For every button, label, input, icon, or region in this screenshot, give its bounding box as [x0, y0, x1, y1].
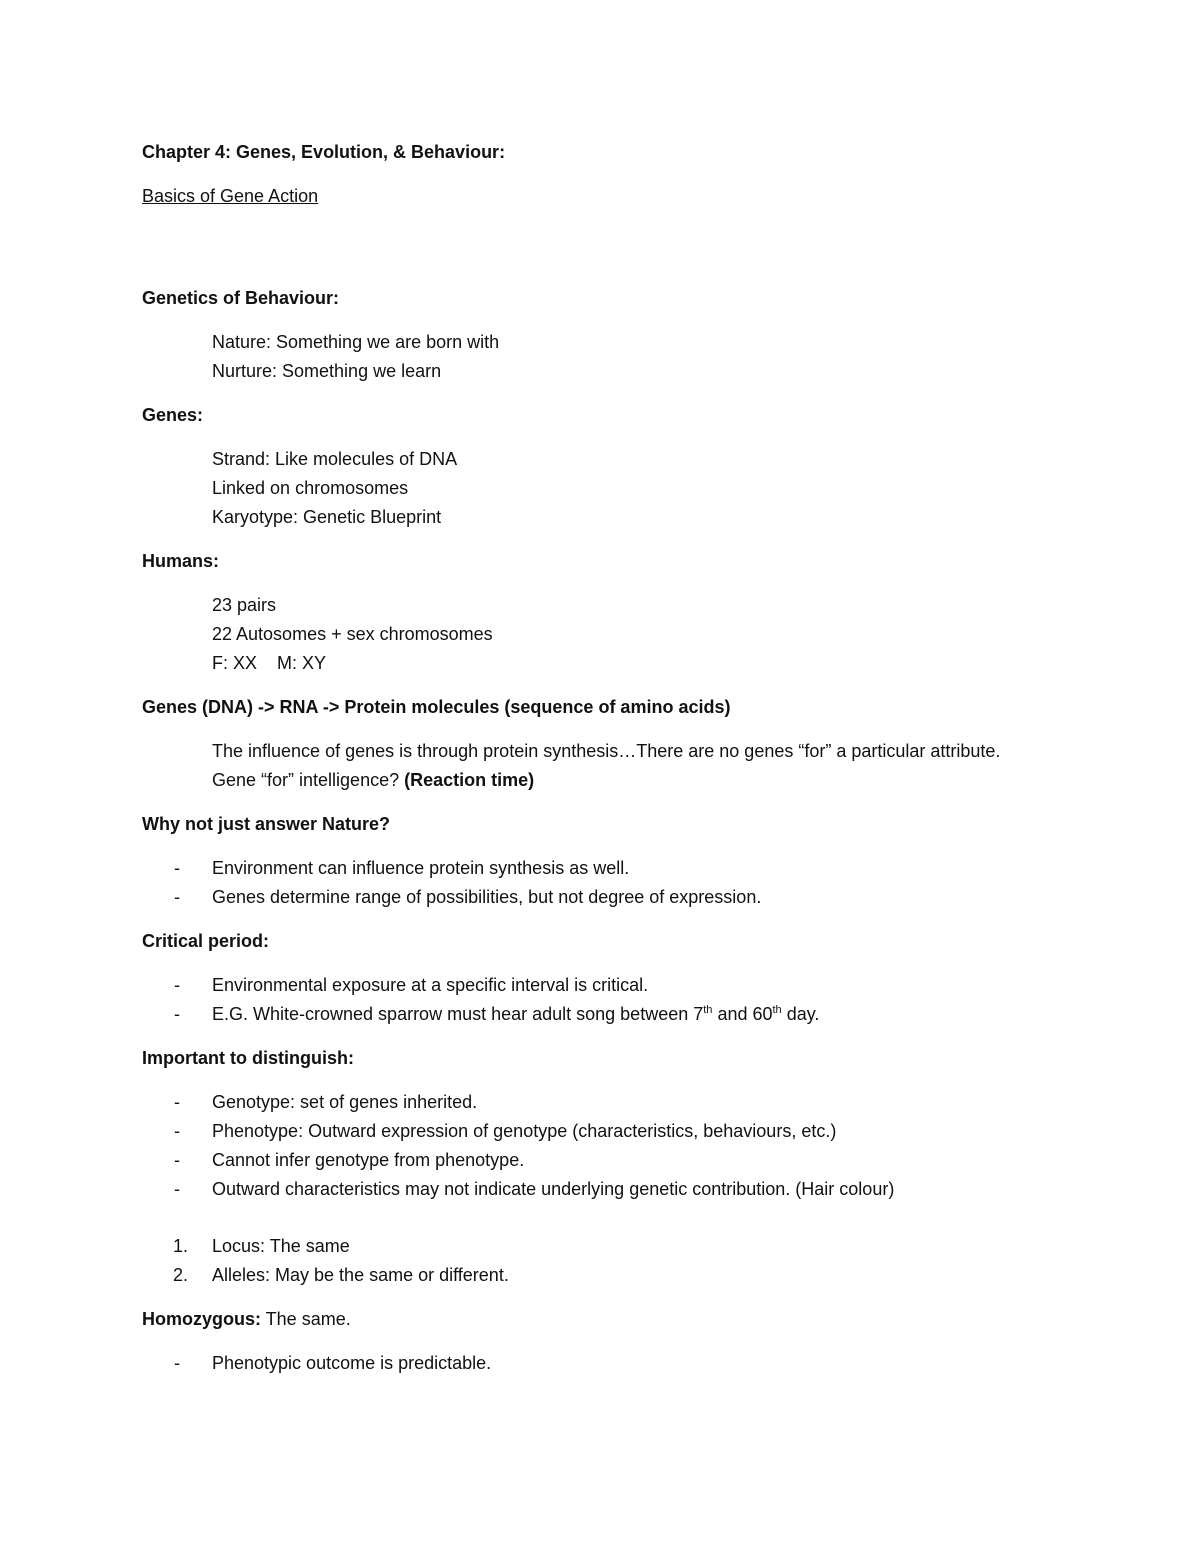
number-marker: 2. — [173, 1265, 189, 1285]
genes-block — [212, 445, 1022, 532]
homozygous-list — [142, 1349, 1022, 1378]
spacer — [142, 1218, 1022, 1232]
homozygous-label: Homozygous: — [142, 1309, 261, 1329]
list-item-text: Outward characteristics may not indicate underlying genetic contribution. (Hair colour) — [212, 1179, 895, 1199]
sparrow-text-b: and 60 — [712, 1004, 773, 1024]
chapter-title: Chapter 4: Genes, Evolution, & Behaviour: — [142, 142, 506, 162]
dash-marker: - — [174, 1092, 180, 1112]
dash-marker: - — [174, 1179, 180, 1199]
section-subtitle: Basics of Gene Action — [142, 186, 319, 206]
list-item — [142, 1146, 1022, 1175]
distinguish-list — [142, 1088, 1022, 1204]
list-item-text: Environmental exposure at a specific interval is critical. — [212, 975, 649, 995]
influence-line: The influence of genes is through protein synthesis…There are no genes “for” a particular attribute. — [212, 741, 1001, 761]
list-item — [142, 1349, 1022, 1378]
dna-block — [212, 737, 1022, 795]
genetics-block — [212, 328, 1022, 386]
document-page — [142, 138, 1022, 1393]
list-item — [142, 1000, 1022, 1029]
homozygous-heading — [142, 1305, 1022, 1334]
list-item-text: Genes determine range of possibilities, but not degree of expression. — [212, 887, 762, 907]
list-item — [142, 854, 1022, 883]
critical-heading: Critical period: — [142, 931, 270, 951]
dash-marker: - — [174, 887, 180, 907]
intelligence-text: Gene “for” intelligence? — [212, 770, 405, 790]
superscript: th — [703, 1004, 713, 1016]
karyotype-line: Karyotype: Genetic Blueprint — [212, 507, 442, 527]
nurture-line: Nurture: Something we learn — [212, 361, 442, 381]
list-item-text: Phenotypic outcome is predictable. — [212, 1353, 492, 1373]
list-item — [142, 971, 1022, 1000]
autosomes-line: 22 Autosomes + sex chromosomes — [212, 624, 493, 644]
list-item — [142, 883, 1022, 912]
humans-heading: Humans: — [142, 551, 220, 571]
genes-heading: Genes: — [142, 405, 204, 425]
number-marker: 1. — [173, 1236, 189, 1256]
why-list — [142, 854, 1022, 912]
dash-marker: - — [174, 858, 180, 878]
genetics-heading: Genetics of Behaviour: — [142, 288, 340, 308]
list-item — [142, 1232, 1022, 1261]
distinguish-heading: Important to distinguish: — [142, 1048, 354, 1068]
list-item-text: Phenotype: Outward expression of genotype (characteristics, behaviours, etc.) — [212, 1121, 837, 1141]
list-item-text: Genotype: set of genes inherited. — [212, 1092, 478, 1112]
dash-marker: - — [174, 1353, 180, 1373]
list-item — [142, 1261, 1022, 1290]
sparrow-text-a: E.G. White-crowned sparrow must hear adult song between 7 — [212, 1004, 704, 1024]
critical-list — [142, 971, 1022, 1029]
dash-marker: - — [174, 1150, 180, 1170]
linked-line: Linked on chromosomes — [212, 478, 409, 498]
humans-block — [212, 591, 1022, 678]
dash-marker: - — [174, 1004, 180, 1024]
dna-heading: Genes (DNA) -> RNA -> Protein molecules (sequence of amino acids) — [142, 697, 731, 717]
homozygous-rest: The same. — [261, 1309, 351, 1329]
numbered-list — [142, 1232, 1022, 1290]
list-item-text: Environment can influence protein synthesis as well. — [212, 858, 630, 878]
pairs-line: 23 pairs — [212, 595, 277, 615]
dash-marker: - — [174, 1121, 180, 1141]
nature-line: Nature: Something we are born with — [212, 332, 500, 352]
strand-line: Strand: Like molecules of DNA — [212, 449, 458, 469]
sex-chromosomes-line: F: XX M: XY — [212, 653, 327, 673]
sparrow-text-c: day. — [781, 1004, 820, 1024]
superscript: th — [772, 1004, 782, 1016]
list-item — [142, 1175, 1022, 1204]
list-item-text: Cannot infer genotype from phenotype. — [212, 1150, 525, 1170]
why-heading: Why not just answer Nature? — [142, 814, 391, 834]
list-item — [142, 1117, 1022, 1146]
dash-marker: - — [174, 975, 180, 995]
reaction-time-text: (Reaction time) — [404, 770, 535, 790]
intelligence-line — [212, 766, 1022, 795]
list-item-text: Locus: The same — [212, 1236, 350, 1256]
list-item-text: Alleles: May be the same or different. — [212, 1265, 509, 1285]
list-item — [142, 1088, 1022, 1117]
